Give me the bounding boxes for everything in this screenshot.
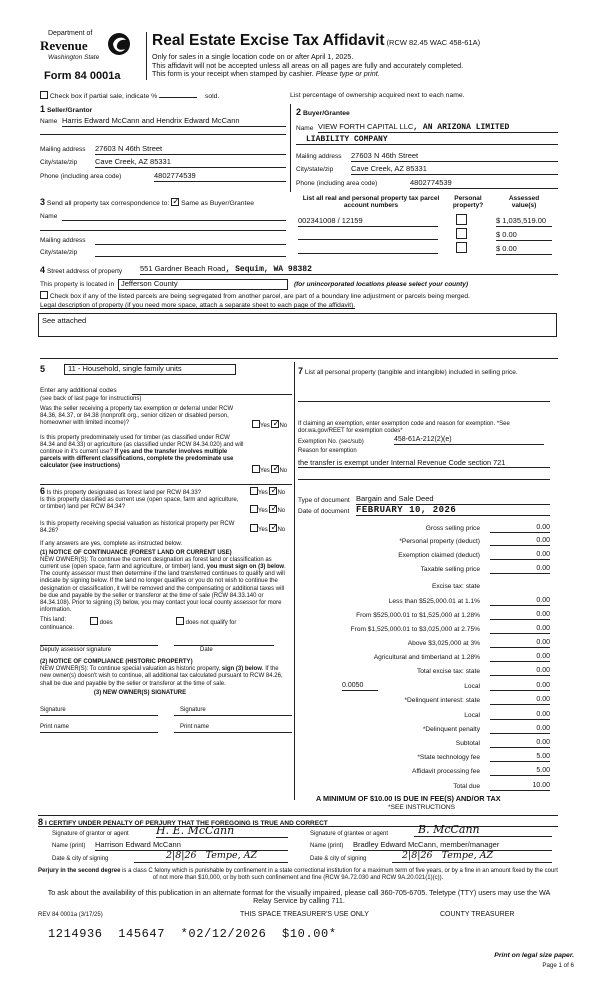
timber-yes-checkbox[interactable]	[252, 465, 260, 473]
new-owner-print-name-2[interactable]: Print name	[180, 723, 210, 730]
assessed-value[interactable]: $ 0.00	[496, 231, 552, 241]
tax-row: Agricultural and timberland at 1.28% 0.00	[373, 653, 550, 661]
new-owner-print-name[interactable]: Print name	[40, 723, 70, 730]
grantee-signature-field[interactable]: Signature of grantee or agent B. McCann	[310, 831, 556, 838]
buyer-city-field[interactable]: City/state/zip Cave Creek, AZ 85331	[296, 166, 558, 174]
tax-row: Local 0.00	[464, 711, 550, 719]
form-rcw: (RCW 82.45 WAC 458-61A)	[386, 38, 481, 47]
form-number: Form 84 0001a	[44, 70, 121, 82]
assessed-value[interactable]: $ 1,035,519.00	[496, 217, 552, 227]
see-back-note: (see back of last page for instructions)	[40, 396, 142, 402]
exemption-no-field[interactable]: Exemption No. (sec/sub) 458-61A-212(2)(e)	[298, 439, 550, 446]
historic-no-checkbox[interactable]	[269, 524, 277, 532]
current-use-yes-checkbox[interactable]	[250, 505, 258, 513]
dept-line2: Revenue	[40, 38, 88, 53]
parcel-number[interactable]	[298, 231, 438, 240]
form-revision: REV 84 0001a (3/17/25)	[38, 912, 103, 918]
treasurer-use-label: THIS SPACE TREASURER'S USE ONLY	[240, 911, 369, 918]
doc-date-field[interactable]: Date of document FEBRUARY 10, 2026	[298, 508, 550, 515]
doc-type: Bargain and Sale Deed	[356, 495, 550, 505]
grantor-name: Harrison Edward McCann	[95, 841, 288, 851]
legal-description-label: Legal description of property (if you need more space, attach a separate sheet to each page of the affidavit).	[40, 302, 356, 309]
tax-value[interactable]: 5.00	[490, 753, 550, 762]
ownership-pct-note: List percentage of ownership acquired next to each name.	[290, 92, 465, 99]
county-treasurer-label: COUNTY TREASURER	[440, 911, 515, 918]
personal-property-label: 7 List all personal property (tangible and intangible) included in selling price.	[298, 366, 518, 376]
buyer-name-field[interactable]: Name VIEW FORTH CAPITAL LLC, AN ARIZONA LIMITED LIABILITY COMPANY	[296, 125, 558, 133]
buyer-city: Cave Creek, AZ 85331	[351, 165, 558, 175]
correspondence-city-field[interactable]: City/state/zip	[40, 249, 286, 257]
tax-row: Total excise tax: state 0.00	[416, 667, 550, 675]
property-county-row: This property is located in Jefferson County (for unincorporated locations please select your county)	[40, 279, 469, 288]
deputy-assessor-signature[interactable]: Deputy assessor signature	[40, 647, 112, 654]
buyer-name-line2: LIABILITY COMPANY	[296, 135, 558, 145]
forest-no-checkbox[interactable]	[269, 487, 277, 495]
seller-city: Cave Creek, AZ 85331	[95, 158, 286, 168]
tax-value[interactable]: 0.00	[490, 739, 550, 748]
tax-row: Above $3,025,000 at 3% 0.00	[407, 639, 550, 647]
deferral-yes-checkbox[interactable]	[252, 420, 260, 428]
new-owner-signature[interactable]: Signature	[40, 706, 66, 713]
tax-row: From $525,000.01 to $1,525,000 at 1.28% 0.00	[356, 611, 550, 619]
current-use-no-checkbox[interactable]	[269, 505, 277, 513]
notice-compliance-body: NEW OWNER(S): To continue special valuation as historic property, sign (3) below. If the new owner(s) doesn't wish to continue, all additional tax calculated pursuant to RCW 84.26, shall be due and payable by the seller or transferor at the time of sale.	[40, 666, 283, 687]
exemption-deferral-question: Was the seller receiving a property tax exemption or deferral under RCW 84.36, 84.37, or 84.38 (nonprofit org., senior citizen or disabled person, homeowner with limited income)? Yes ✓ No	[40, 406, 292, 427]
historic-question: Is this property receiving special valuation as historical property per RCW 84.26? Yes ✓ No	[40, 521, 245, 539]
tax-row: Excise tax: state	[431, 583, 480, 590]
doc-type-field[interactable]: Type of document Bargain and Sale Deed	[298, 497, 550, 504]
seller-name-field[interactable]: Name Harris Edward McCann and Hendrix Edward McCann	[40, 118, 286, 126]
forest-yes-checkbox[interactable]	[250, 487, 258, 495]
tax-row: 0.0050 Local 0.00	[342, 682, 550, 690]
new-owner-signature-2[interactable]: Signature	[180, 706, 206, 713]
buyer-mailing: 27603 N 46th Street	[351, 152, 558, 162]
buyer-heading: 2 Buyer/Grantee	[296, 107, 350, 117]
grantor-date-field[interactable]: Date & city of signing 2|8|26 Tempe, AZ	[52, 856, 292, 863]
notice-compliance-title: (2) NOTICE OF COMPLIANCE (HISTORIC PROPERTY)	[40, 659, 193, 666]
parcel-row	[296, 231, 558, 243]
seller-mailing: 27603 N 46th Street	[95, 145, 286, 155]
parcel-row	[296, 245, 558, 257]
personal-property-checkbox[interactable]	[456, 228, 467, 239]
segregated-checkbox[interactable]	[40, 291, 48, 299]
perjury-notice: Perjury in the second degree is a class C felony which is punishable by confinement in a state correctional institution for a maximum term of five years, or by a fine in an amount fixed by the court of not more than $10,000, or by both such confinement and fine (RCW 9A.72.030 and RCW 9A.20.021(1)(c)).	[38, 868, 558, 881]
treasurer-stamp: 1214936 145647 *02/12/2026 $10.00*	[48, 927, 337, 941]
section6	[40, 486, 292, 741]
dept-line1: Department of	[48, 30, 93, 37]
partial-sale-row: Check box if partial sale, indicate % sold.	[40, 91, 219, 101]
grantor-name-field[interactable]: Name (print) Harrison Edward McCann	[52, 843, 292, 850]
parcel-number[interactable]: 002341008 / 12159	[298, 217, 438, 227]
tax-value[interactable]: 0.00	[490, 537, 550, 546]
tax-value[interactable]: 0.00	[490, 667, 550, 676]
doc-date: FEBRUARY 10, 2026	[356, 505, 550, 516]
grantor-date: 2|8|26 Tempe, AZ	[134, 851, 288, 863]
use-code-select[interactable]: 11 - Household, single family units	[64, 364, 236, 375]
grantee-date: 2|8|26 Tempe, AZ	[392, 851, 552, 863]
parcel-col-personal: Personal property?	[452, 195, 484, 210]
grantor-signature: H. E. McCann	[156, 825, 288, 838]
buyer-name: VIEW FORTH CAPITAL LLC, AN ARIZONA LIMITED	[318, 123, 558, 133]
exemption-no: 458-61A-212(2)(e)	[394, 436, 544, 445]
dept-line3: Washington State	[48, 54, 100, 61]
tax-row: Subtotal 0.00	[455, 739, 550, 747]
deputy-date[interactable]: Date	[200, 647, 213, 654]
tax-value[interactable]: 0.00	[490, 711, 550, 720]
historic-yes-checkbox[interactable]	[250, 524, 258, 532]
form-title-row	[152, 32, 480, 50]
form-title: Real Estate Excise Tax Affidavit	[152, 32, 385, 49]
tax-row: From $1,525,000.01 to $3,025,000 at 2.75% 0.00	[350, 625, 550, 633]
tax-value[interactable]: 0.00	[490, 696, 550, 705]
new-owner-signature-title: (3) NEW OWNER(S) SIGNATURE	[93, 689, 187, 696]
tax-value[interactable]: 0.00	[490, 565, 550, 574]
seller-phone-field[interactable]: Phone (including area code) 4802774539	[40, 173, 286, 181]
notice-continuance-body: NEW OWNER(S): To continue the current designation as forest land or classification as current use (open space, farm and agriculture, or timber) land, you must sign on (3) below. The county assessor must then determine if the land transferred continues to qualify and will indicate by signing below. If the land no longer qualifies or you do not wish to continue the designation or classification, it will be removed and the compensating or additional taxes will be due and payable by the seller or transferor at the time of sale (RCW 84.33.140 or 84.34.108). Prior to signing (3) below, you may contact your local county assessor for more information.	[40, 556, 286, 614]
seller-mailing-field[interactable]: Mailing address 27603 N 46th Street	[40, 146, 286, 154]
timber-no-checkbox[interactable]	[271, 465, 279, 473]
personal-property-checkbox[interactable]	[456, 242, 467, 253]
tax-row: *Delinquent penalty 0.00	[422, 725, 550, 733]
exemption-label: If claiming an exemption, enter exemption code and reason for exemption. *See dor.wa.gov/REET for exemption codes*	[298, 421, 510, 434]
header-notes	[152, 53, 463, 79]
buyer-phone-field[interactable]: Phone (including area code) 4802774539	[296, 180, 558, 188]
assessed-value[interactable]: $ 0.00	[496, 245, 552, 255]
buyer-phone: 4802774539	[410, 179, 558, 189]
notice-continuance-title: (1) NOTICE OF CONTINUANCE (FOREST LAND OR CURRENT USE)	[40, 549, 232, 556]
exemption-reason[interactable]: the transfer is exempt under Internal Revenue Code section 721	[298, 459, 550, 468]
tax-value[interactable]: 0.00	[490, 639, 550, 648]
same-as-buyer-checkbox[interactable]	[171, 198, 179, 206]
tax-value[interactable]: 0.00	[490, 653, 550, 662]
seller-name: Harris Edward McCann and Hendrix Edward McCann	[62, 117, 286, 127]
grantee-name-field[interactable]: Name (print) Bradley Edward McCann, member/manager	[310, 843, 556, 850]
tax-value[interactable]: 10.00	[490, 782, 550, 791]
dor-logo	[40, 30, 140, 84]
segregated-row: Check box if any of the listed parcels are being segregated from another parcel, are part of a boundary line adjustment or parcels being merged.	[40, 291, 470, 301]
seller-city-field[interactable]: City/state/zip Cave Creek, AZ 85331	[40, 159, 286, 167]
tax-value[interactable]: 0.00	[490, 551, 550, 560]
tax-row: Total due 10.00	[453, 782, 550, 790]
parcel-col-assessed: Assessed value(s)	[508, 195, 540, 210]
grantee-date-field[interactable]: Date & city of signing 2|8|26 Tempe, AZ	[310, 856, 556, 863]
seller-section	[40, 104, 286, 180]
tax-row: *State technology fee 5.00	[417, 753, 550, 761]
tax-row: Taxable selling price 0.00	[420, 565, 550, 573]
seller-phone: 4802774539	[154, 172, 286, 182]
header-note1: Only for sales in a single location code on or after April 1, 2025.	[152, 52, 354, 61]
page-number: Page 1 of 6	[542, 962, 574, 969]
seller-heading: 1 Seller/Grantor	[40, 104, 93, 114]
wa-logo-icon	[106, 30, 132, 58]
header-note2: This affidavit will not be accepted unless all areas on all pages are fully and accurately completed.	[152, 60, 464, 70]
tax-value[interactable]: 5.00	[490, 767, 550, 776]
availability-notice: To ask about the availability of this publication in an alternate format for the visually impaired, please call 360-705-6705. Teletype (TTY) users may use the WA Relay Service by calling 711.	[47, 888, 551, 906]
grantee-name: Bradley Edward McCann, member/manager	[353, 841, 552, 851]
tax-row: Affidavit processing fee 5.00	[411, 767, 550, 775]
correspondence-mailing-field[interactable]: Mailing address	[40, 237, 286, 245]
reason-label: Reason for exemption	[298, 448, 357, 454]
property-street[interactable]: 551 Gardner Beach Road, Sequim, WA 98382	[140, 265, 558, 275]
legal-description-box[interactable]	[38, 313, 557, 337]
legal-description: See attached	[42, 316, 87, 325]
tax-row: *Personal property (deduct) 0.00	[399, 537, 550, 545]
tax-value[interactable]: 0.00	[490, 611, 550, 620]
correspondence-name-field[interactable]: Name	[40, 213, 286, 221]
grantor-signature-field[interactable]: Signature of grantor or agent H. E. McCann	[52, 831, 292, 838]
legal-paper-note: Print on legal size paper.	[494, 952, 574, 959]
certify-row: 8 I CERTIFY UNDER PENALTY OF PERJURY THAT THE FOREGOING IS TRUE AND CORRECT	[38, 815, 558, 827]
buyer-mailing-field[interactable]: Mailing address 27603 N 46th Street	[296, 153, 558, 161]
partial-sale-checkbox[interactable]	[40, 91, 48, 99]
tax-value[interactable]: 0.00	[490, 682, 550, 691]
header-note3: This form is your receipt when stamped by cashier. Please type or print.	[152, 69, 380, 79]
personal-property-checkbox[interactable]	[456, 214, 467, 225]
property-address-row: 4 Street address of property 551 Gardner Beach Road, Sequim, WA 98382	[40, 265, 558, 276]
additional-codes-field[interactable]: Enter any additional codes	[40, 387, 292, 394]
continuance-qualify-row: This land: does does not qualify for continuance.	[40, 617, 237, 632]
if-yes-note: If any answers are yes, complete as instructed below.	[40, 541, 183, 547]
does-qualify-checkbox[interactable]	[90, 617, 98, 625]
buyer-section	[296, 104, 558, 187]
timber-question: Is this property predominately used for timber (as classified under RCW 84.34 and 84.33) or agriculture (as classified under RCW 84.34.020) and will continue in it's current use? If yes and the transfer involves multiple parcels with different classifications, complete the predominate use calculator (see instructions) Yes ✓ No	[40, 435, 292, 469]
current-use-question: Is this property classified as current use (open space, farm and agriculture, or timber) land per RCW 84.34? Yes ✓ No	[40, 497, 245, 519]
does-not-qualify-checkbox[interactable]	[176, 617, 184, 625]
tax-value[interactable]: 0.00	[490, 625, 550, 634]
correspondence-section	[40, 197, 286, 256]
tax-row: *Delinquent interest: state 0.00	[404, 696, 550, 704]
tax-row: Exemption claimed (deduct) 0.00	[398, 551, 550, 559]
forest-land-question: 6 Is this property designated as forest land per RCW 84.33? Yes ✓ No	[40, 486, 292, 497]
tax-value[interactable]: 0.00	[490, 725, 550, 734]
tax-value[interactable]: 0.00	[490, 524, 550, 533]
see-instructions-note: *SEE INSTRUCTIONS	[388, 804, 456, 811]
correspondence-label: 3 Send all property tax correspondence to: ✓ Same as Buyer/Grantee	[40, 197, 286, 208]
parcel-row	[296, 217, 558, 229]
parcel-col-numbers: List all real and personal property tax parcel account numbers	[302, 195, 440, 210]
tax-row: Gross selling price 0.00	[425, 524, 550, 532]
section7	[298, 366, 558, 515]
county-select[interactable]: Jefferson County	[118, 279, 288, 290]
grantee-signature: B. McCann	[414, 824, 552, 837]
minimum-due-note: A MINIMUM OF $10.00 IS DUE IN FEE(S) AND/OR TAX	[316, 794, 501, 803]
deferral-no-checkbox[interactable]	[271, 420, 279, 428]
tax-value[interactable]: 0.00	[490, 597, 550, 606]
local-rate[interactable]: 0.0050	[342, 682, 378, 691]
parcel-number[interactable]	[298, 245, 438, 254]
tax-row: Less than $525,000.01 at 1.1% 0.00	[388, 597, 550, 605]
